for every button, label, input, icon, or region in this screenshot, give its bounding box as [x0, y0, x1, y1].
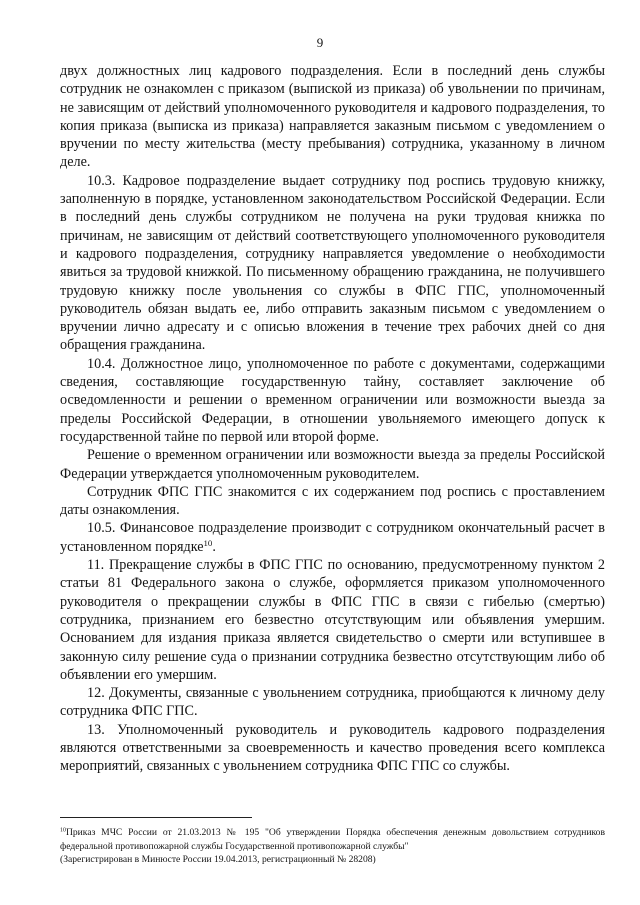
- footnote: [60, 826, 605, 867]
- footnote-text: Приказ МЧС России от 21.03.2013 № 195 "Об утверждении Порядка обеспечения денежным довольствием сотрудников федеральной противопожарной службы Государственной противопожарной службы": [60, 827, 605, 852]
- paragraph-acquaintance: Сотрудник ФПС ГПС знакомится с их содержанием под роспись с проставлением даты ознакомления.: [60, 483, 605, 519]
- paragraph-10-3: 10.3. Кадровое подразделение выдает сотруднику под роспись трудовую книжку, заполненную в порядке, установленном законодательством Российской Федерации. Если в последний день службы сотрудником не получена на руки трудовая книжка по причинам, не зависящим от действий соответствующего уполномоченного руководителя и кадрового подразделения, сотруднику направляется уведомление о необходимости явиться за трудовой книжкой. По письменному обращению гражданина, не получившего трудовую книжку после увольнения со службы в ФПС ГПС, уполномоченный руководитель обязан выдать ее, либо отправить заказным письмом с уведомлением о вручении лично адресату и с описью вложения в течение трех рабочих дней со дня обращения гражданина.: [60, 172, 605, 354]
- paragraph-13: 13. Уполномоченный руководитель и руководитель кадрового подразделения являются ответственными за своевременность и качество проведения всего комплекса мероприятий, связанных с увольнением сотрудника ФПС ГПС со службы.: [60, 721, 605, 775]
- paragraph-10-4: 10.4. Должностное лицо, уполномоченное по работе с документами, содержащими сведения, составляющие государственную тайну, составляет заключение об осведомленности и решении о временном ограничении или возможности выезда за пределы Российской Федерации, в отношении увольняемого имеющего допуск к государственной тайне по первой или второй форме.: [60, 355, 605, 445]
- footnote-mark: 10: [60, 827, 66, 834]
- page-number: 9: [316, 35, 324, 50]
- footnote-reference: 10: [203, 537, 213, 548]
- document-body: [60, 62, 605, 776]
- paragraph-10-5-tail: .: [212, 538, 216, 555]
- paragraph-decision: Решение о временном ограничении или возможности выезда за пределы Российской Федерации утверждается уполномоченным руководителем.: [60, 447, 605, 482]
- paragraph-11: 11. Прекращение службы в ФПС ГПС по основанию, предусмотренному пунктом 2 статьи 81 Федерального закона о службе, оформляется приказом уполномоченного руководителя о прекращении службы в ФПС ГПС в связи с гибелью (смертью) сотрудника, признанием его безвестно отсутствующим или объявления умершим. Основанием для издания приказа является свидетельство о смерти или вступившее в законную силу решение суда о признании сотрудника безвестно отсутствующим либо об объявлении его умершим.: [60, 557, 605, 683]
- paragraph-12: 12. Документы, связанные с увольнением сотрудника, приобщаются к личному делу сотрудника ФПС ГПС.: [60, 685, 605, 720]
- footnote-text-line: [60, 826, 605, 853]
- paragraph-continuation: двух должностных лиц кадрового подразделения. Если в последний день службы сотрудник не ознакомлен с приказом (выпиской из приказа) об увольнении по причинам, не зависящим от действий уполномоченного руководителя и кадрового подразделения, то копия приказа (выписка из приказа) направляется заказным письмом с уведомлением о вручении по месту жительства (месту пребывания) сотрудника, указанному в личном деле.: [60, 63, 605, 171]
- footnote-separator: [60, 817, 252, 818]
- footnote-registration: (Зарегистрирован в Минюсте России 19.04.2013, регистрационный № 28208): [60, 854, 376, 865]
- paragraph-10-5-text: 10.5. Финансовое подразделение производит с сотрудником окончательный расчет в установленном порядке: [60, 520, 605, 555]
- paragraph-10-5: [60, 519, 605, 556]
